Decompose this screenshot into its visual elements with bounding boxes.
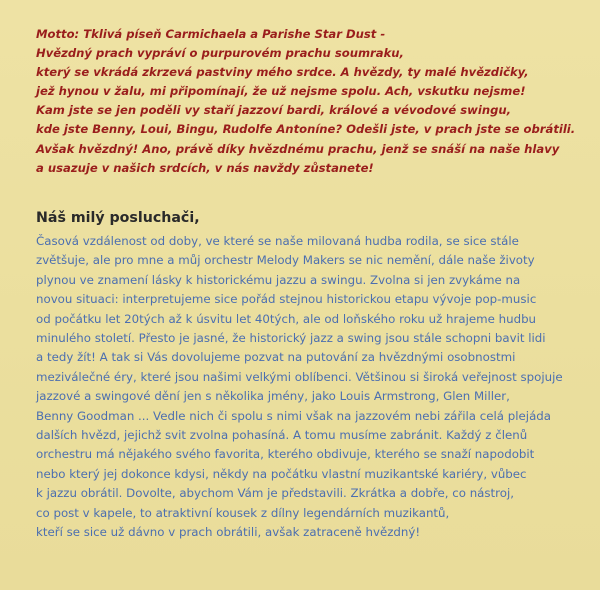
motto-line: který se vkrádá zkrzevá pastviny mého srdce. A hvězdy, ty malé hvězdičky, (36, 65, 529, 80)
greeting-heading: Náš milý posluchači, (36, 210, 200, 226)
body-line: orchestru má nějakého svého favorita, kterého obdivuje, kterého se snaží napodobit (36, 447, 535, 462)
motto-line: kde jste Benny, Loui, Bingu, Rudolfe Antoníne? Odešli jste, v prach jste se obrátili. (36, 122, 576, 137)
body-line: jazzové a swingové dění jen s několika jmény, jako Louis Armstrong, Glen Miller, (36, 389, 510, 404)
motto-block (36, 25, 596, 178)
body-line: zvětšuje, ale pro mne a můj orchestr Melody Makers se nic nemění, dále naše životy (36, 253, 535, 268)
body-line: k jazzu obrátil. Dovolte, abychom Vám je představili. Zkrátka a dobře, co nástroj, (36, 486, 515, 501)
motto-first-line (36, 25, 596, 44)
motto-line: Hvězdný prach vypráví o purpurovém prachu soumraku, (36, 46, 404, 61)
motto-line: Kam jste se jen poděli vy staří jazzoví bardi, králové a vévodové swingu, (36, 103, 512, 118)
body-line: co post v kapele, to atraktivní kousek z dílny legendárních muzikantů, (36, 505, 450, 520)
body-line: dalších hvězd, jejichž svit zvolna pohasíná. A tomu musíme zabránit. Každý z členů (36, 428, 528, 443)
body-line: minulého století. Přesto je jasné, že historický jazz a swing jsou stále schopni bavit lidi (36, 331, 546, 346)
motto-line: a usazuje v našich srdcích, v nás navždy zůstanete! (36, 160, 374, 175)
body-line: kteří se sice už dávno v prach obrátili, avšak zatraceně hvězdný! (36, 525, 421, 540)
body-line: Časová vzdálenost od doby, ve které se naše milovaná hudba rodila, se sice stále (36, 234, 519, 248)
body-line: meziválečné éry, které jsou našimi velkými oblíbenci. Většinou si široká veřejnost spojuje (36, 369, 563, 384)
body-line: Benny Goodman ... Vedle nich či spolu s nimi však na jazzovém nebi zářila celá plejáda (36, 408, 552, 423)
body-line: plynou ve znamení lásky k historickému jazzu a swingu. Zvolna si jen zvykáme na (36, 272, 521, 287)
motto-line: Avšak hvězdný! Ano, právě díky hvězdnému prachu, jenž se snáší na naše hlavy (36, 141, 560, 156)
body-line: od počátku let 20tých až k úsvitu let 40tých, ale od loňského roku už hrajeme hudbu (36, 311, 537, 326)
body-paragraph (36, 232, 596, 543)
motto-label: Motto: (36, 27, 80, 41)
motto-line-text: Tklivá píseň Carmichaela a Parishe Star Dust - (83, 27, 386, 41)
body-line: novou situaci: interpretujeme sice pořád stejnou historickou etapu vývoje pop-music (36, 292, 537, 307)
motto-line: jež hynou v žalu, mi připomínají, že už nejsme spolu. Ach, vskutku nejsme! (36, 84, 526, 99)
body-line: a tedy žít! A tak si Vás dovolujeme pozvat na putování za hvězdnými osobnostmi (36, 350, 516, 365)
body-line: nebo který jej dokonce kdysi, někdy na počátku vlastní muzikantské kariéry, vůbec (36, 466, 527, 481)
